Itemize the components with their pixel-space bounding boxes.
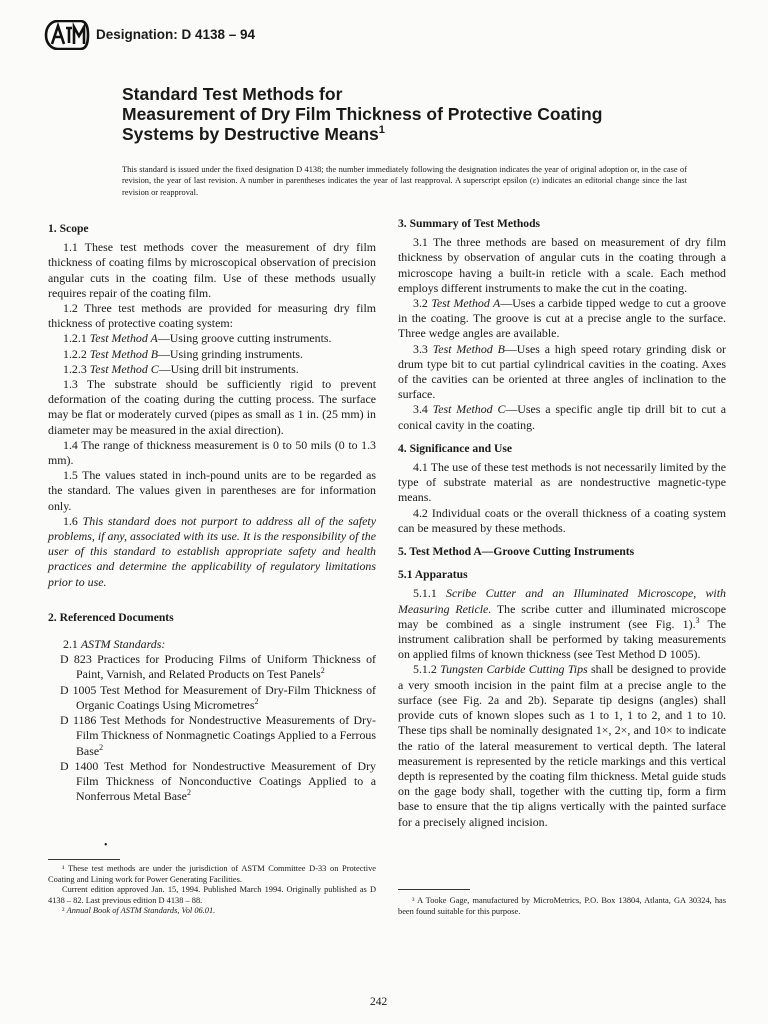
para-3-4: 3.4 Test Method C—Uses a specific angle tip drill bit to cut a conical cavity in the coating. xyxy=(398,402,726,432)
section-3-heading: 3. Summary of Test Methods xyxy=(398,217,541,230)
para-1-4: 1.4 The range of thickness measurement is 0 to 50 mils (0 to 1.3 mm). xyxy=(48,437,376,468)
designation: Designation: D 4138 – 94 xyxy=(96,27,256,42)
page-number: 242 xyxy=(370,996,388,1008)
para-3-2: 3.2 Test Method A—Uses a carbide tipped wedge to cut a groove in the coating. The groove is cut at a precise angle to the surface. Three wedge angles are available. xyxy=(398,296,726,341)
ref-d823: D 823 Practices for Producing Films of Uniform Thickness of Paint, Varnish, and Related Products on Test Panels$^2$ xyxy=(60,652,376,682)
section-5-heading: 5. Test Method A—Groove Cutting Instruments xyxy=(398,545,635,559)
left-column xyxy=(48,221,376,804)
scan-speck: • xyxy=(104,840,108,851)
para-1-2-1: 1.2.1 Test Method A—Using groove cutting instruments. xyxy=(63,331,332,346)
right-footnote-rule xyxy=(398,889,470,890)
title-footnote-mark: 1 xyxy=(378,124,385,137)
section-2-heading: 2. Referenced Documents xyxy=(48,610,174,624)
title-line-2: Measurement of Dry Film Thickness of Protective Coating xyxy=(122,104,603,124)
section-4-heading: 4. Significance and Use xyxy=(398,441,513,455)
para-4-2: 4.2 Individual coats or the overall thickness of a coating system can be measured by these methods. xyxy=(398,505,726,535)
document-title xyxy=(122,84,682,144)
para-4-1: 4.1 The use of these test methods is not necessarily limited by the type of substrate material as are nondestructive magnetic-type means. xyxy=(398,460,726,505)
issuance-notice: This standard is issued under the fixed designation D 4138; the number immediately following the designation indicates the year of original adoption or, in the case of revision, the year of last revision. A number in parentheses indicates the year of last reapproval. A superscript epsilon (ε) indicates an editorial change since the last revision or reapproval. xyxy=(122,165,687,197)
ref-d1400: D 1400 Test Method for Nondestructive Measurement of Dry Film Thickness of Nonconductive Coatings Applied to a Nonferrous Metal Base$^2$ xyxy=(60,758,376,804)
astm-logo xyxy=(44,20,90,50)
section-5-1-heading: 5.1 Apparatus xyxy=(398,568,468,582)
ref-d1005: D 1005 Test Method for Measurement of Dry-Film Thickness of Organic Coatings Using Micrometres$^2$ xyxy=(60,682,376,712)
para-1-2-3: 1.2.3 Test Method C—Using drill bit instruments. xyxy=(63,361,299,376)
para-5-1-2: 5.1.2 Tungsten Carbide Cutting Tips shall be designed to provide a very smooth incision in the paint film at a precise angle to the surface (see Fig. 2a and 2b). Separate tip designs (angles) shall provide cuts of known slopes such as 1 to 1, 1 to 2, and 1 to 10. These tips shall be nominally designated 1×, 2×, and 10× to indicate the ratio of the lateral measurement to vertical depth. The lateral measurement is represented by the reticle markings and this vertical depth is represented by the coating film thickness. Metal guide studs on the gage body shall, together with the cutting tip, form a firm base to ensure that the tip aligns vertically with the painted surface for a precisely aligned incision. xyxy=(398,662,726,829)
right-footnote xyxy=(398,896,726,917)
title-line-3: Systems by Destructive Means$^1$ xyxy=(122,124,385,144)
para-1-6: 1.6 This standard does not purport to address all of the safety problems, if any, associated with its use. It is the responsibility of the user of this standard to establish appropriate safety and health practices and determine the applicability of regulatory limitations prior to use. xyxy=(48,513,376,589)
title-line-1: Standard Test Methods for xyxy=(122,84,343,104)
para-2-1: 2.1 ASTM Standards: xyxy=(63,637,166,652)
section-1-heading: 1. Scope xyxy=(48,222,89,235)
para-1-2: 1.2 Three test methods are provided for measuring dry film thickness of protective coating system: xyxy=(48,301,376,331)
para-1-3: 1.3 The substrate should be sufficiently rigid to prevent deformation of the coating during the cutting process. The surface may be flat or moderately curved (pipes as small as 1 in. (25 mm) in diameter may be measured in the axial direction). xyxy=(48,377,376,437)
footnote-2: ² Annual Book of ASTM Standards, Vol 06.01. xyxy=(62,906,216,916)
left-footnote-rule xyxy=(48,859,120,860)
para-1-1: 1.1 These test methods cover the measurement of dry film thickness of coating films by microscopical observation of precision angular cuts in the coating film. Use of these methods usually requires repair of the coating film. xyxy=(48,240,376,300)
footnote-1: ¹ These test methods are under the jurisdiction of ASTM Committee D-33 on Protective Coating and Lining work for Power Generating Facilities. xyxy=(48,864,376,884)
para-3-3: 3.3 Test Method B—Uses a high speed rotary grinding disk or drum type bit to cut partial cylindrical cavities in the coating. Axes of the cavities can be oriented at three angles of inclination to the surface. xyxy=(398,341,726,402)
right-column xyxy=(398,216,726,830)
ref-d1186: D 1186 Test Methods for Nondestructive Measurements of Dry-Film Thickness of Nonmagnetic Coatings Applied to a Ferrous Base$^2$ xyxy=(60,713,376,758)
left-footnotes xyxy=(48,864,376,917)
para-1-5: 1.5 The values stated in inch-pound units are to be regarded as the standard. The values given in parentheses are for information only. xyxy=(48,468,376,513)
para-5-1-1: 5.1.1 Scribe Cutter and an Illuminated Microscope, with Measuring Reticle. The scribe cutter and illuminated microscope may be combined as a single instrument (see Fig. 1).$^3$ The instrument calibration shall be performed by taking measurements on applied films of known thickness (see Test Method D 1005). xyxy=(398,586,727,662)
footnote-1-edition: Current edition approved Jan. 15, 1994. Published March 1994. Originally published as D 4138 – 82. Last previous edition D 4138 – 88. xyxy=(48,885,376,905)
para-3-1: 3.1 The three methods are based on measurement of dry film thickness by observation of angular cuts in the coating through a microscope having a built-in reticle with a scale. Each method employs different instruments to make the cut in the coating. xyxy=(398,235,726,295)
footnote-3: ³ A Tooke Gage, manufactured by MicroMetrics, P.O. Box 13804, Atlanta, GA 30324, has been found suitable for this purpose. xyxy=(398,896,726,916)
para-1-2-2: 1.2.2 Test Method B—Using grinding instruments. xyxy=(63,346,304,361)
